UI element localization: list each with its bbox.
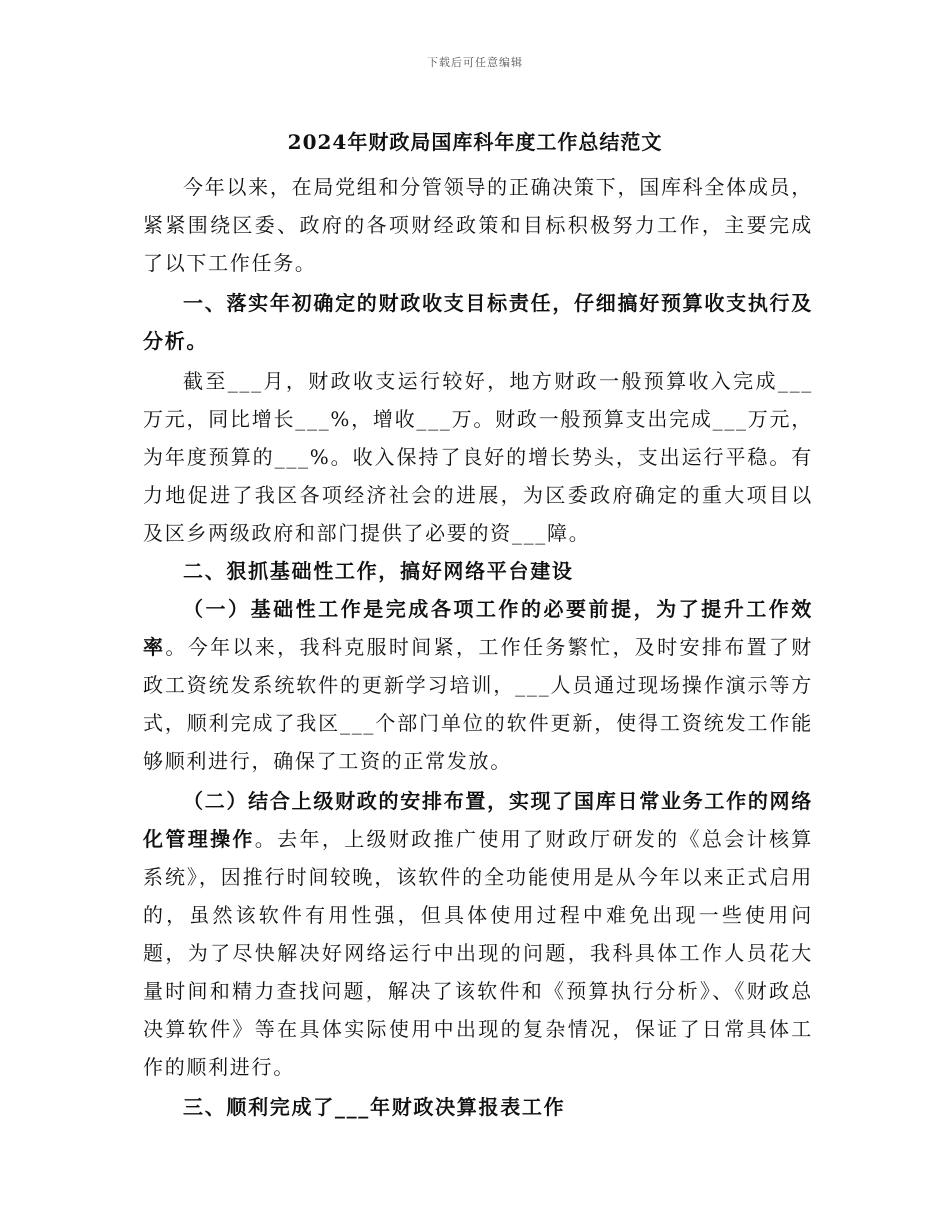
- section-1-body: 截至___月，财政收支运行较好，地方财政一般预算收入完成___万元，同比增长___%，增收___万。财政一般预算支出完成___万元，为年度预算的___%。收入保持了良好的增长势头，支出运行平稳。有力地促进了我区各项经济社会的进展，为区委政府确定的重大项目以及区乡两级政府和部门提供了必要的资___障。: [143, 369, 813, 545]
- header-note: 下载后可任意编辑: [427, 56, 523, 69]
- subsection-1-lead: （一）基础性工作是完成各项工作的必要前提，为了提升工作效率: [143, 597, 813, 659]
- section-1-heading: 一、落实年初确定的财政收支目标责任，仔细搞好预算收支执行及分析。: [143, 291, 813, 353]
- subsection-2-lead: （二）结合上级财政的安排布置，实现了国库日常业务工作的网络化管理操作: [143, 789, 813, 851]
- subsection-2: [143, 782, 813, 1086]
- section-2-heading: 二、狠抓基础性工作，搞好网络平台建设: [183, 559, 574, 583]
- subsection-1-body: 。今年以来，我科克服时间紧，工作任务繁忙，及时安排布置了财政工资统发系统软件的更新学习培训，___人员通过现场操作演示等方式，顺利完成了我区___个部门单位的软件更新，使得工资统发工作能够顺利进行，确保了工资的正常发放。: [143, 635, 813, 773]
- document-body: [143, 168, 813, 1126]
- document-title: 2024年财政局国库科年度工作总结范文: [287, 130, 663, 154]
- section-3-heading: 三、顺利完成了___年财政决算报表工作: [183, 1095, 566, 1119]
- subsection-1: [143, 590, 813, 780]
- subsection-2-body: 。去年，上级财政推广使用了财政厅研发的《总会计核算系统》，因推行时间较晚，该软件的全功能使用是从今年以来正式启用的，虽然该软件有用性强，但具体使用过程中难免出现一些使用问题，为了尽快解决好网络运行中出现的问题，我科具体工作人员花大量时间和精力查找问题，解决了该软件和《预算执行分析》、《财政总决算软件》等在具体实际使用中出现的复杂情况，保证了日常具体工作的顺利进行。: [143, 827, 814, 1079]
- intro-paragraph: 今年以来，在局党组和分管领导的正确决策下，国库科全体成员，紧紧围绕区委、政府的各项财经政策和目标积极努力工作，主要完成了以下工作任务。: [143, 175, 813, 275]
